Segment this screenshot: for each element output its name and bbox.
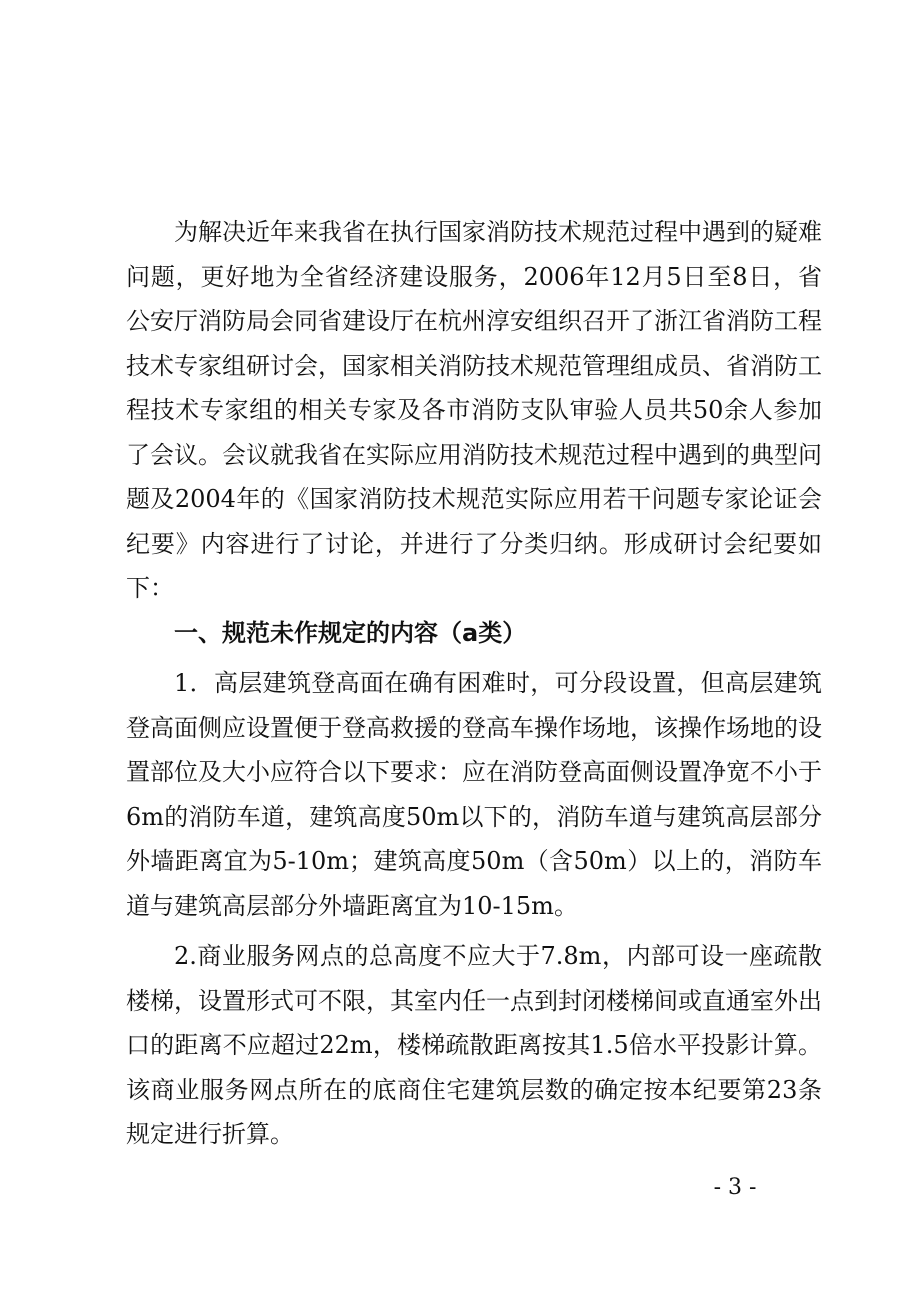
intro-paragraph: 为解决近年来我省在执行国家消防技术规范过程中遇到的疑难问题，更好地为全省经济建设服务，2006年12月5日至8日，省公安厅消防局会同省建设厅在杭州淳安组织召开了浙江省消防工程技术专家组研讨会，国家相关消防技术规范管理组成员、省消防工程技术专家组的相关专家及各市消防支队审验人员共50余人参加了会议。会议就我省在实际应用消防技术规范过程中遇到的典型问题及2004年的《国家消防技术规范实际应用若干问题专家论证会纪要》内容进行了讨论，并进行了分类归纳。形成研讨会纪要如下： <box>126 218 822 602</box>
section-heading: 一、规范未作规定的内容（a类） <box>174 618 527 647</box>
item-1-paragraph: 1．高层建筑登高面在确有困难时，可分段设置，但高层建筑登高面侧应设置便于登高救援的登高车操作场地，该操作场地的设置部位及大小应符合以下要求：应在消防登高面侧设置净宽不小于6m的消防车道，建筑高度50m以下的，消防车道与建筑高层部分外墙距离宜为5-10m；建筑高度50m（含50m）以上的，消防车道与建筑高层部分外墙距离宜为10-15m。 <box>126 669 822 920</box>
document-body <box>126 210 822 1157</box>
item-2-paragraph: 2.商业服务网点的总高度不应大于7.8m，内部可设一座疏散楼梯，设置形式可不限，其室内任一点到封闭楼梯间或直通室外出口的距离不应超过22m，楼梯疏散距离按其1.5倍水平投影计算。该商业服务网点所在的底商住宅建筑层数的确定按本纪要第23条规定进行折算。 <box>126 942 822 1148</box>
page-number: - 3 - <box>713 1175 757 1200</box>
